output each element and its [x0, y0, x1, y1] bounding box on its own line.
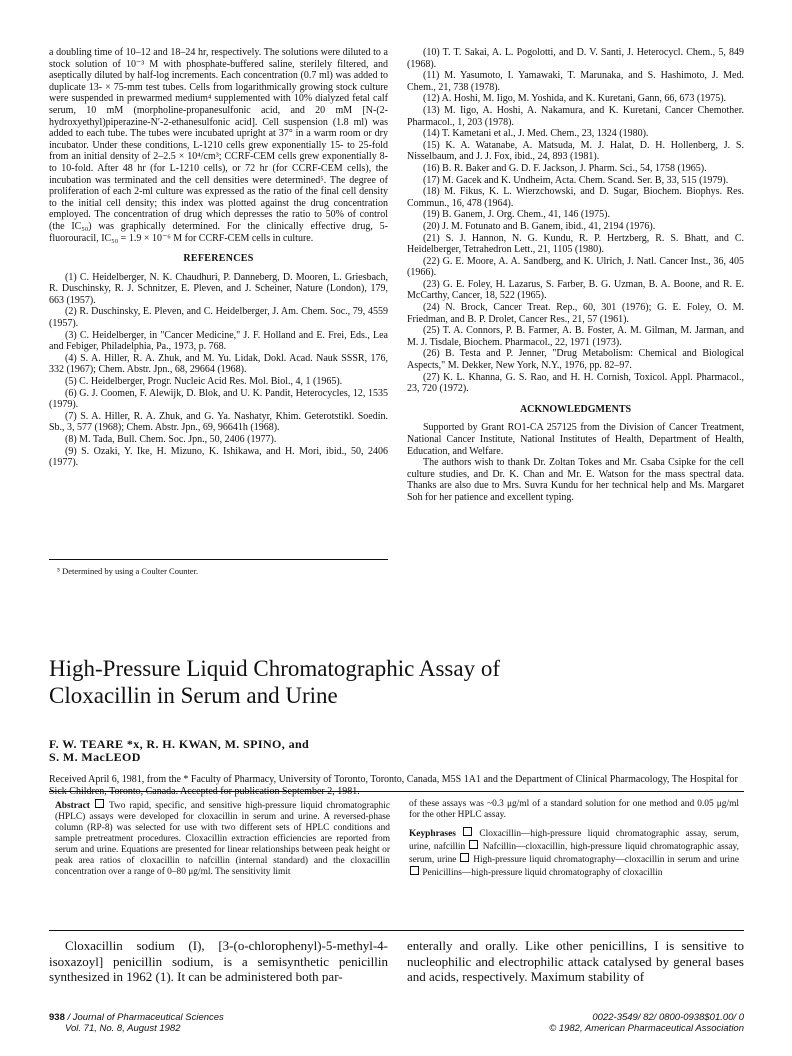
- abstract: [55, 799, 390, 878]
- article-code: 0022-3549/ 82/ 0800-0938$01.00/ 0: [592, 1012, 744, 1023]
- abstract-continued: of these assays was ~0.3 μg/ml of a standard solution for one method and 0.05 μg/ml for the other HPLC assay.: [409, 799, 739, 820]
- received-dates: Received April 6, 1981, from the * Faculty of Pharmacy, University of Toronto, Toronto, Canada, M5S 1A1 and the Department of Clinical Pharmacology, The Hospital for Sick Children, Toronto, Canada. Accepted for publication September 2, 1981.: [49, 774, 738, 797]
- title-line: Cloxacillin in Serum and Urine: [49, 683, 338, 708]
- copyright-footer: [549, 1012, 744, 1034]
- reference-item: (11) M. Yasumoto, I. Yamawaki, T. Marunaka, and S. Hashimoto, J. Med. Chem., 21, 738 (1978).: [407, 70, 744, 93]
- square-bullet-icon: [95, 799, 104, 808]
- reference-item: (22) G. E. Moore, A. A. Sandberg, and K. Ulrich, J. Natl. Cancer Inst., 36, 405 (1966).: [407, 255, 744, 279]
- abstract-text: Two rapid, specific, and sensitive high-pressure liquid chromatographic (HPLC) assays were developed for cloxacillin in serum and urine. A reversed-phase column (RP-8) was selected for use with two different sets of HPLC conditions and sample pretreatment procedures. Cloxacillin extraction efficiencies are reported from serum and urine. Equations are presented for linear relationships between peak height or peak area ratios of cloxacillin to nafcillin (internal standard) and the cloxacillin concentration over a range of 0–80 μg/ml. The sensitivity limit: [55, 801, 390, 877]
- reference-item: (25) T. A. Connors, P. B. Farmer, A. B. Foster, A. M. Gilman, M. Jarman, and M. J. Tisdale, Biochem. Pharmacol., 22, 1971 (1973).: [407, 325, 744, 348]
- reference-item: (1) C. Heidelberger, N. K. Chaudhuri, P. Danneberg, D. Mooren, L. Griesbach, R. Duschinsky, R. J. Schnitzer, E. Pleven, and J. Scheiner, Nature (London), 179, 663 (1957).: [49, 271, 388, 306]
- keyphrase: High-pressure liquid chromatography—cloxacillin in serum and urine: [473, 855, 739, 865]
- reference-item: (9) S. Ozaki, Y. Ike, H. Mizuno, K. Ishikawa, and H. Mori, ibid., 50, 2406 (1977).: [49, 445, 388, 469]
- square-bullet-icon: [410, 866, 419, 875]
- reference-item: (27) K. L. Khanna, G. S. Rao, and H. H. Cornish, Toxicol. Appl. Pharmacol., 23, 720 (1972).: [407, 371, 744, 395]
- acknowledgments-heading: ACKNOWLEDGMENTS: [519, 403, 632, 415]
- reference-item: (19) B. Ganem, J. Org. Chem., 41, 146 (1975).: [423, 209, 611, 221]
- left-column: [49, 47, 388, 469]
- keyphrase: Penicillins—high-pressure liquid chromatography of cloxacillin: [422, 868, 663, 878]
- body-text-left: Cloxacillin sodium (I), [3-(o-chlorophenyl)-5-methyl-4-isoxazoyl] penicillin sodium, is a semisynthetic penicillin synthesized in 1962 (1). It can be administered both par-: [49, 938, 388, 984]
- reference-item: (24) N. Brock, Cancer Treat. Rep., 60, 301 (1976); G. E. Foley, O. M. Friedman, and B. P. Drolet, Cancer Res., 21, 57 (1961).: [407, 302, 744, 325]
- keyphrase: Cloxacillin—high-pressure liquid chromatographic assay, serum, urine, nafcillin: [409, 829, 740, 852]
- reference-item: (13) M. Iigo, A. Hoshi, A. Nakamura, and K. Kuretani, Cancer Chemother. Pharmacol., 1, 203 (1978).: [407, 104, 744, 128]
- references-heading: REFERENCES: [183, 253, 254, 265]
- reference-item: (6) G. J. Coomen, F. Alewijk, D. Blok, and U. K. Pandit, Heterocycles, 12, 1535 (1979).: [49, 387, 388, 411]
- reference-item: (3) C. Heidelberger, in "Cancer Medicine," J. F. Holland and E. Frei, Eds., Lea and Febiger, Philadelphia, Pa., 1973, p. 768.: [49, 329, 388, 353]
- keyphrase: Nafcillin—cloxacillin, high-pressure liquid chromatographic assay, serum, urine: [409, 842, 739, 865]
- abstract-continued-block: [409, 799, 739, 879]
- reference-item: (12) A. Hoshi, M. Iigo, M. Yoshida, and K. Kuretani, Gann, 66, 673 (1975).: [423, 93, 727, 105]
- acknowledgments: [407, 422, 744, 503]
- references-list-left: [49, 272, 388, 469]
- title-line: High-Pressure Liquid Chromatographic Assay of: [49, 656, 500, 681]
- square-bullet-icon: [460, 853, 469, 862]
- square-bullet-icon: [463, 827, 472, 836]
- copyright-notice: © 1982, American Pharmaceutical Association: [549, 1023, 744, 1034]
- reference-item: (15) K. A. Watanabe, A. Matsuda, M. J. Halat, D. H. Hollenberg, J. S. Nisselbaum, and J. J. Fox, ibid., 24, 893 (1981).: [407, 139, 744, 163]
- abstract-label: Abstract: [55, 801, 90, 811]
- reference-item: (18) M. Fikus, K. L. Wierzchowski, and D. Sugar, Biochem. Biophys. Res. Commun., 16, 478 (1964).: [407, 186, 744, 209]
- abstract-box: [49, 791, 744, 931]
- reference-item: (21) S. J. Hannon, N. G. Kundu, R. P. Hertzberg, R. S. Bhatt, and C. Heidelberger, Tetrahedron Lett., 21, 1105 (1980).: [407, 232, 744, 256]
- journal-name: / Journal of Pharmaceutical Sciences: [64, 1012, 224, 1023]
- footnote: ⁵ Determined by using a Coulter Counter.: [57, 566, 199, 576]
- reference-item: (26) B. Testa and P. Jenner, "Drug Metabolism: Chemical and Biological Aspects," M. Dekker, New York, N.Y., 1976, pp. 82–97.: [407, 348, 744, 372]
- author-list: [49, 738, 449, 764]
- ack-paragraph: The authors wish to thank Dr. Zoltan Tokes and Mr. Csaba Csipke for the cell culture studies, and Dr. K. Chan and Mr. E. Watson for the mass spectral data. Thanks are also due to Mrs. Suvra Kundu for her technical help and Ms. Margaret Soh for her patience and excellent typing.: [407, 457, 744, 503]
- square-bullet-icon: [469, 840, 478, 849]
- reference-item: (20) J. M. Fotunato and B. Ganem, ibid., 41, 2194 (1976).: [423, 220, 656, 232]
- page-number: 938: [49, 1012, 65, 1023]
- reference-item: (7) S. A. Hiller, R. A. Zhuk, and G. Ya. Nashatyr, Khim. Geterotstikl. Soedin. Sb., 3, 577 (1968); Chem. Abstr. Jpn., 69, 96641h (1968).: [49, 410, 388, 434]
- reference-item: (4) S. A. Hiller, R. A. Zhuk, and M. Yu. Lidak, Dokl. Acad. Nauk SSSR, 176, 332 (1967); Chem. Abstr. Jpn., 68, 29664 (1968).: [49, 352, 388, 376]
- journal-volume: Vol. 71, No. 8, August 1982: [65, 1023, 181, 1034]
- reference-item: (17) M. Gacek and K. Undheim, Acta. Chem. Scand. Ser. B, 33, 515 (1979).: [423, 174, 729, 186]
- ack-paragraph: Supported by Grant RO1-CA 257125 from the Division of Cancer Treatment, National Cancer Institute, National Institutes of Health, Department of Health, Education, and Welfare.: [407, 422, 744, 457]
- footnote-divider: [49, 559, 388, 560]
- reference-item: (14) T. Kametani et al., J. Med. Chem., 23, 1324 (1980).: [423, 128, 649, 140]
- keyphrases-label: Keyphrases: [409, 829, 456, 839]
- reference-item: (2) R. Duschinsky, E. Pleven, and C. Heidelberger, J. Am. Chem. Soc., 79, 4559 (1957).: [49, 306, 388, 330]
- article-title: [49, 655, 749, 709]
- authors-line: F. W. TEARE *x, R. H. KWAN, M. SPINO, and: [49, 737, 310, 751]
- body-text-right: enterally and orally. Like other penicillins, I is sensitive to nucleophilic and electrophilic attack catalysed by general bases and acids, respectively. Maximum stability of: [407, 938, 744, 984]
- reference-item: (23) G. E. Foley, H. Lazarus, S. Farber, B. G. Uzman, B. A. Boone, and R. E. McCarthy, Cancer, 18, 522 (1965).: [407, 278, 744, 302]
- keyphrases: [409, 827, 739, 879]
- authors-line: S. M. MacLEOD: [49, 750, 141, 764]
- methods-paragraph: a doubling time of 10–12 and 18–24 hr, respectively. The solutions were diluted to a stock solution of 10⁻³ M with phosphate-buffered saline, sterilely filtered, and aseptically diluted by half-log increments. Each concentration (0.7 ml) was added to duplicate 13- × 75-mm test tubes. Cells from logarithmically growing stock culture were suspended in prewarmed medium⁴ supplemented with 10% dialyzed fetal calf serum, 10 mM (morpholine-propanesulfonic acid, and 20 mM [N-(2-hydroxyethyl)piperazine-N′-2-ethanesulfonic acid]. Cell suspension (1.8 ml) was added to each tube. The tubes were incubated upright at 37° in a warm room or dry incubator. Under these conditions, L-1210 cells grew exponentially 15- to 25-fold from an initial density of 2–2.5 × 10⁴/cm³; CCRF-CEM cells grew exponentially 8- to 10-fold. After 48 hr (for L-1210 cells), or 72 hr (for CCRF-CEM cells), the incubation was terminated and the cell densities were determined⁵. The degree of proliferation of each 2-ml culture was expressed as the ratio of the final cell density to the initial cell density; this index was plotted against the drug concentration employed. The concentration of drug which depresses the ratio to 50% of control (the IC₅₀) was graphically determined. For the clinically effective drug, 5-fluorouracil, IC₅₀ = 1.9 × 10⁻⁶ M for CCRF-CEM cells in culture.: [49, 47, 388, 244]
- right-column: [407, 47, 744, 504]
- reference-item: (5) C. Heidelberger, Progr. Nucleic Acid Res. Mol. Biol., 4, 1 (1965).: [65, 376, 343, 388]
- reference-item: (8) M. Tada, Bull. Chem. Soc. Jpn., 50, 2406 (1977).: [65, 434, 277, 445]
- journal-footer: [49, 1012, 224, 1034]
- references-list-right: [407, 47, 744, 395]
- reference-item: (10) T. T. Sakai, A. L. Pogolotti, and D. V. Santi, J. Heterocycl. Chem., 5, 849 (1968).: [407, 47, 744, 70]
- reference-item: (16) B. R. Baker and G. D. F. Jackson, J. Pharm. Sci., 54, 1758 (1965).: [423, 162, 707, 174]
